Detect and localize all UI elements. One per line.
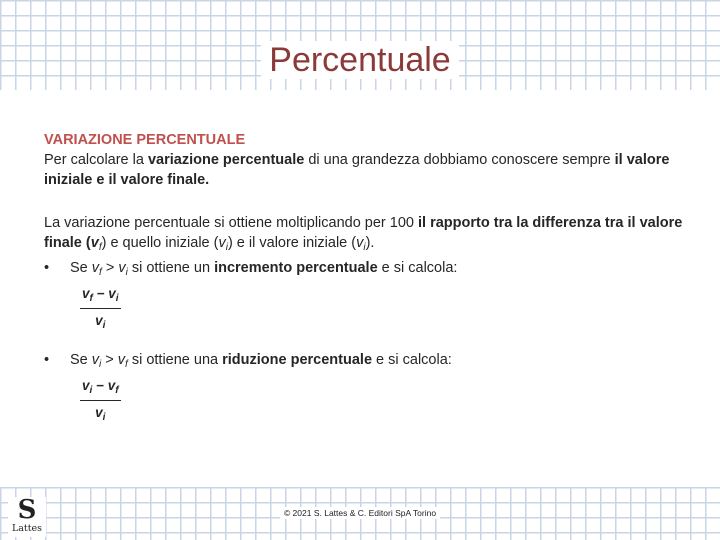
b2-text-2: e si calcola: (372, 352, 452, 368)
bullet-icon: • (44, 352, 50, 368)
b1-gt: > (101, 260, 119, 276)
b2-var-b: $v_f$ (117, 352, 128, 370)
intro-text-2: di una grandezza dobbiamo conoscere sempre (304, 152, 615, 168)
fraction-reduction-numerator: $v_i - v_f$ (80, 377, 121, 401)
b2-text-1: si ottiene una (127, 352, 223, 368)
fraction-increment-wrap (44, 285, 684, 334)
b2-var-a: $v_i$ (91, 352, 102, 370)
b1-se: Se (70, 260, 92, 276)
fraction-increment-numerator: $v_f - v_i$ (80, 285, 121, 309)
bullet-reduction (44, 350, 684, 375)
slide-title-text: Percentuale (261, 41, 458, 79)
def-text-3: ) e il valore iniziale ( (227, 235, 357, 251)
fraction-reduction-wrap (44, 377, 684, 426)
fraction-increment (80, 285, 121, 334)
intro-text-1: Per calcolare la (44, 152, 148, 168)
def-text-2: ) e quello iniziale ( (101, 235, 219, 251)
copyright-text: © 2021 S. Lattes & C. Editori SpA Torino (280, 507, 440, 519)
b1-text-2: e si calcola: (377, 260, 458, 276)
b2-text-bold: riduzione percentuale (222, 352, 373, 368)
var-vi: $v_i$ (218, 235, 228, 253)
b2-gt: > (101, 352, 118, 368)
paragraph-gap (44, 190, 684, 213)
fraction-reduction-denominator: $v_i$ (95, 405, 106, 423)
slide-content (44, 130, 684, 442)
logo-mark-icon: S (17, 495, 37, 525)
section-heading: VARIAZIONE PERCENTUALE (44, 132, 246, 148)
slide-title (0, 38, 720, 82)
var-vi-2: $v_i$ (356, 235, 366, 253)
bullet-increment (44, 258, 684, 283)
definition-paragraph (44, 213, 684, 258)
copyright-footer (0, 508, 720, 518)
intro-text-bold-2: il valore iniziale e il valore finale. (44, 152, 670, 188)
def-text-bold: il rapporto tra la differenza tra il valore finale ( (44, 215, 683, 251)
fraction-increment-denominator: $v_i$ (95, 313, 106, 331)
b1-text-bold: incremento percentuale (214, 260, 378, 276)
fraction-reduction (80, 377, 121, 426)
def-text-4: ). (365, 235, 375, 251)
b1-var-a: $v_f$ (91, 260, 102, 278)
var-vf: $v_f$ (90, 235, 102, 253)
intro-text-bold-1: variazione percentuale (147, 152, 305, 168)
b2-se: Se (70, 352, 92, 368)
b1-text-1: si ottiene un (127, 260, 215, 276)
intro-paragraph (44, 150, 684, 190)
def-text-1: La variazione percentuale si ottiene moltiplicando per 100 (44, 215, 419, 231)
logo-text: Lattes (11, 523, 43, 534)
bullet-icon: • (44, 260, 50, 276)
b1-var-b: $v_i$ (118, 260, 128, 278)
